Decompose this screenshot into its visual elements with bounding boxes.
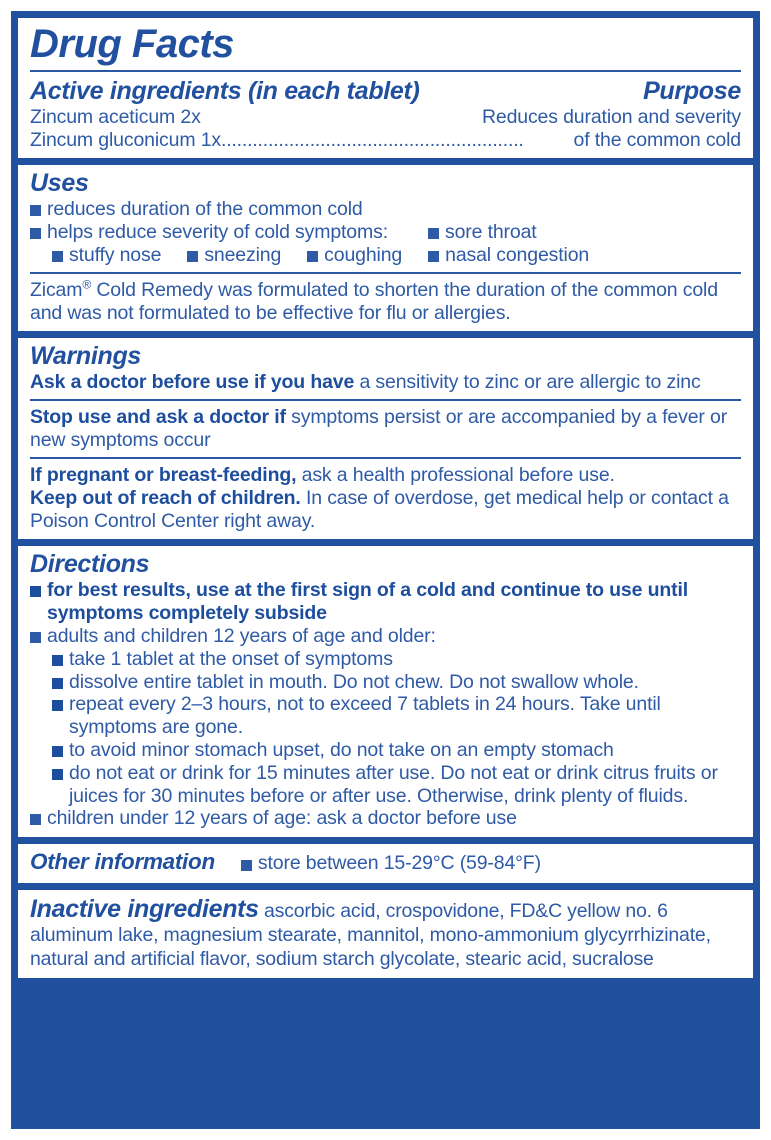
directions-item-label: do not eat or drink for 15 minutes after use. Do not eat or drink citrus fruits or juices for 30 minutes before or after use. Otherwise, drink plenty of fluids. xyxy=(69,761,718,807)
uses-heading: Uses xyxy=(30,169,89,198)
uses-symptom-label: nasal congestion xyxy=(445,244,590,267)
other-information-row xyxy=(30,848,741,876)
warnings-heading: Warnings xyxy=(30,342,142,371)
active-ingredient-row xyxy=(30,106,741,129)
square-bullet-icon xyxy=(307,251,318,262)
uses-symptom-item xyxy=(52,244,161,267)
directions-item-label: dissolve entire tablet in mouth. Do not chew. Do not swallow whole. xyxy=(69,670,639,693)
panel-directions xyxy=(18,546,753,837)
uses-symptom-row xyxy=(52,244,741,267)
page-title: Drug Facts xyxy=(30,22,234,66)
square-bullet-icon xyxy=(187,251,198,262)
inactive-ingredients-paragraph xyxy=(30,894,741,971)
warning-text: a sensitivity to zinc or are allergic to zinc xyxy=(354,371,701,394)
ingredient-name: Zincum aceticum 2x xyxy=(30,105,201,128)
square-bullet-icon xyxy=(30,205,41,216)
warning-block xyxy=(30,371,741,394)
panel-warnings xyxy=(18,338,753,539)
active-ingredients-header-row xyxy=(30,77,741,106)
square-bullet-icon xyxy=(428,228,439,239)
uses-symptom-label: coughing xyxy=(324,244,403,267)
leader-dots: .......................................................... xyxy=(221,128,524,151)
warning-lead: If pregnant or breast-feeding, xyxy=(30,463,297,486)
warning-lead: Keep out of reach of children. xyxy=(30,486,301,509)
warning-block xyxy=(30,406,741,452)
directions-item xyxy=(30,625,741,648)
directions-heading: Directions xyxy=(30,550,150,579)
uses-note xyxy=(30,279,741,325)
directions-item-label: take 1 tablet at the onset of symptoms xyxy=(69,647,393,670)
divider xyxy=(30,399,741,401)
directions-item-label: children under 12 years of age: ask a doctor before use xyxy=(47,807,517,830)
uses-note-text: Cold Remedy was formulated to shorten the duration of the common cold and was not formulated to be effective for flu or allergies. xyxy=(30,278,718,324)
square-bullet-icon xyxy=(30,586,41,597)
inactive-ingredients-text: ascorbic acid, crospovidone, FD&C yellow no. 6 aluminum lake, magnesium stearate, mannitol, mono-ammonium glycyrrhizinate, natural and artificial flavor, sodium starch glycolate, stearic acid, sucralose xyxy=(30,900,711,970)
directions-item xyxy=(30,579,741,625)
uses-symptom-label: sneezing xyxy=(204,244,282,267)
ingredient-name: Zincum gluconicum 1x xyxy=(30,128,221,151)
divider xyxy=(30,457,741,459)
directions-item-label: to avoid minor stomach upset, do not take on an empty stomach xyxy=(69,739,614,762)
square-bullet-icon xyxy=(30,632,41,643)
uses-symptom-label: stuffy nose xyxy=(69,244,162,267)
uses-bullet xyxy=(30,198,741,221)
square-bullet-icon xyxy=(52,655,63,666)
panel-uses xyxy=(18,165,753,331)
purpose-heading: Purpose xyxy=(643,76,741,105)
uses-bullet-label: helps reduce severity of cold symptoms: xyxy=(47,221,388,244)
divider xyxy=(30,272,741,274)
warning-lead: Stop use and ask a doctor if xyxy=(30,406,286,429)
warning-lead: Ask a doctor before use if you have xyxy=(30,371,355,394)
square-bullet-icon xyxy=(52,251,63,262)
warning-block xyxy=(30,487,741,533)
square-bullet-icon xyxy=(30,814,41,825)
warning-text: ask a health professional before use. xyxy=(296,463,615,486)
uses-bullet xyxy=(30,221,741,244)
divider xyxy=(30,70,741,72)
square-bullet-icon xyxy=(52,678,63,689)
panel-active-ingredients xyxy=(18,18,753,158)
directions-item xyxy=(52,693,741,739)
registered-mark-icon: ® xyxy=(82,277,92,292)
uses-note-brand: Zicam xyxy=(30,278,83,301)
warning-block xyxy=(30,464,741,487)
uses-symptom-item xyxy=(307,244,402,267)
uses-bullet-label: reduces duration of the common cold xyxy=(47,198,363,221)
panel-inactive-ingredients xyxy=(18,890,753,978)
warning-text: In case of overdose, get medical help or contact a Poison Control Center right away. xyxy=(30,486,729,532)
directions-item xyxy=(52,762,741,808)
uses-symptom-label: sore throat xyxy=(444,221,537,244)
square-bullet-icon xyxy=(428,251,439,262)
uses-symptom-item xyxy=(428,244,589,267)
directions-item-label: repeat every 2–3 hours, not to exceed 7 tablets in 24 hours. Take until symptoms are gone. xyxy=(69,693,661,739)
ingredient-purpose: Reduces duration and severity xyxy=(481,105,741,128)
inactive-ingredients-heading: Inactive ingredients xyxy=(30,895,259,924)
active-ingredient-row xyxy=(30,129,741,152)
active-ingredients-heading: Active ingredients (in each tablet) xyxy=(30,76,420,105)
directions-item xyxy=(30,807,741,830)
square-bullet-icon xyxy=(52,746,63,757)
square-bullet-icon xyxy=(52,700,63,711)
square-bullet-icon xyxy=(52,769,63,780)
uses-symptom-item xyxy=(428,221,537,244)
drug-facts-label xyxy=(11,11,760,1129)
uses-symptom-item xyxy=(187,244,281,267)
other-information-heading: Other information xyxy=(30,849,215,875)
warning-text: symptoms persist or are accompanied by a fever or new symptoms occur xyxy=(30,406,728,452)
directions-item-label: adults and children 12 years of age and older: xyxy=(47,624,436,647)
panel-other-information xyxy=(18,844,753,883)
directions-item xyxy=(52,739,741,762)
other-information-bullet-label: store between 15-29°C (59-84°F) xyxy=(257,852,541,875)
directions-item xyxy=(52,648,741,671)
directions-item-label: for best results, use at the first sign of a cold and continue to use until symptoms completely subside xyxy=(47,579,688,625)
ingredient-purpose: of the common cold xyxy=(573,128,741,151)
square-bullet-icon xyxy=(241,860,252,871)
directions-item xyxy=(52,671,741,694)
square-bullet-icon xyxy=(30,228,41,239)
